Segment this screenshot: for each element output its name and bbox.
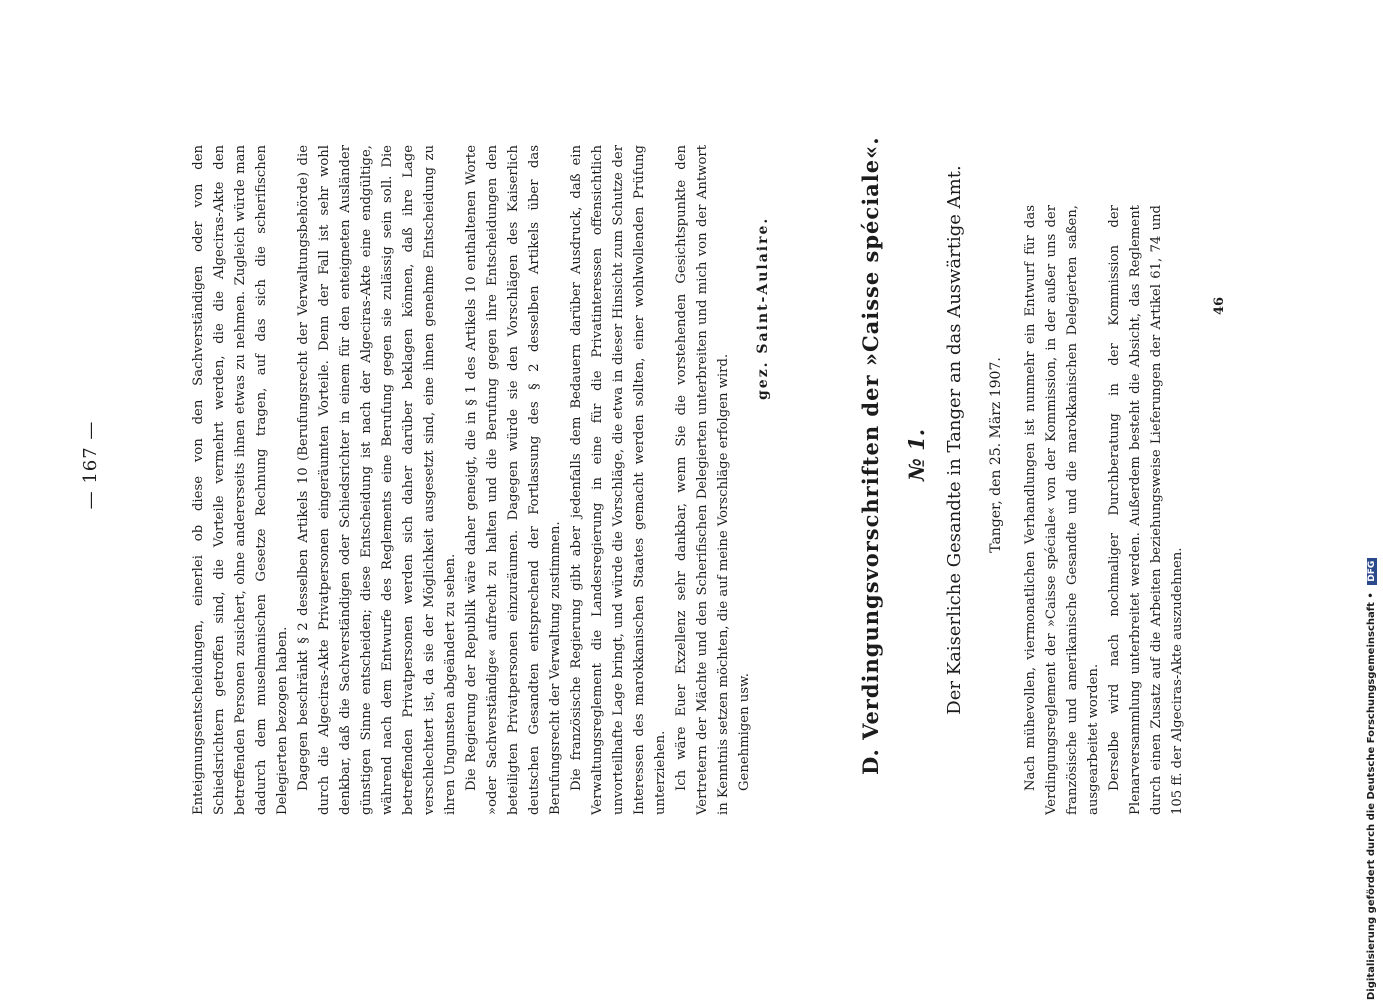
document-number: № 1.	[904, 428, 929, 482]
paragraph: Dagegen beschränkt § 2 desselben Artikels 10 (Berufungsrecht der Verwaltungsbehörde) die durch die Algeciras-Akte Privatpersonen eingeräumten Vorteile. Denn der Fall ist sehr wohl denkbar, daß die Sachverständigen oder Schiedsrichter in einem für den enteigneten Ausländer günstigen Sinne entscheiden; diese Entscheidung ist nach der Algeciras-Akte eine endgültige, während nach dem Entwurfe des Reglements eine Berufung gegen sie zulässig sein soll. Die betreffenden Privatpersonen werden sich daher darüber beklagen können, daß ihre Lage verschlechtert ist, da sie der Möglichkeit ausgesetzt sind, eine ihnen genehme Entscheidung zu ihren Ungunsten abgeändert zu sehen.	[296, 145, 458, 815]
dateline: Tanger, den 25. März 1907.	[988, 357, 1004, 553]
sheet-number: 46	[1212, 296, 1227, 315]
signature: gez. Saint-Aulaire.	[755, 216, 771, 400]
paragraph: Die französische Regierung gibt aber jedenfalls dem Bedauern darüber Ausdruck, daß ein Verwaltungsreglement die Landesregierung in eine für die Privatinteressen offensichtlich unvorteilhafte Lage bringt, und würde die Vorschläge, die etwa in dieser Hinsicht zum Schutze der Interessen des marokkanischen Staates gemacht werden sollten, einer wohlwollenden Prüfung unterziehen.	[569, 145, 668, 815]
digitization-credit	[1366, 5, 1377, 1000]
paragraph: Die Regierung der Republik wäre daher geneigt, die in § 1 des Artikels 10 enthaltenen Worte »oder Sachverständige« aufrecht zu halten und die Berufung gegen ihre Entscheidungen den beteiligten Privatpersonen einzuräumen. Dagegen würde sie den Vorschlägen des Kaiserlich deutschen Gesandten entsprechend der Fortlassung des § 2 desselben Artikels über das Berufungsrecht der Verwaltung zustimmen.	[464, 145, 563, 815]
dfg-logo: DFG	[1367, 558, 1377, 585]
closing-formula: Genehmigen usw.	[737, 673, 752, 791]
document-subtitle: Der Kaiserliche Gesandte in Tanger an das Auswärtige Amt.	[944, 165, 965, 715]
paragraph: Enteignungsentscheidungen, einerlei ob diese von den Sachverständigen oder von den Schiedsrichtern getroffen sind, die Vorteile vermehrt werden, die die Algeciras-Akte den betreffenden Personen zusichert, ohne andererseits ihnen etwas zu nehmen. Zugleich würde man dadurch dem muselmanischen Gesetze Rechnung tragen, auf das sich die scherifischen Delegierten bezogen haben.	[191, 145, 290, 815]
page-number-header: — 167 —	[80, 420, 101, 510]
section-title: D. Verdingungsvorschriften der »Caisse spéciale«.	[858, 136, 883, 775]
main-text-block	[1020, 205, 1188, 815]
paragraph: Nach mühevollen, viermonatlichen Verhandlungen ist nunmehr ein Entwurf für das Verdingungsreglement der »Caisse spéciale« von der Kommission, in der außer uns der französische und amerikanische Gesandte und die marokkanischen Delegierten saßen, ausgearbeitet worden.	[1023, 205, 1101, 815]
credit-text: Digitalisierung gefördert durch die Deutsche Forschungsgemeinschaft •	[1366, 592, 1377, 1000]
paragraph: Derselbe wird nach nochmaliger Durchberatung in der Kommission der Plenarversammlung unterbreitet werden. Außerdem besteht die Absicht, das Reglement durch einen Zusatz auf die Arbeiten beziehungsweise Lieferungen der Artikel 61, 74 und 105 ff. der Algeciras-Akte auszudehnen.	[1107, 205, 1185, 815]
upper-text-block	[188, 145, 755, 815]
paragraph: Ich wäre Euer Exzellenz sehr dankbar, wenn Sie die vorstehenden Gesichtspunkte den Vertretern der Mächte und den Scherifischen Delegierten unterbreiten und mich von der Antwort in Kenntnis setzen möchten, die auf meine Vorschläge erfolgen wird.	[674, 145, 731, 815]
